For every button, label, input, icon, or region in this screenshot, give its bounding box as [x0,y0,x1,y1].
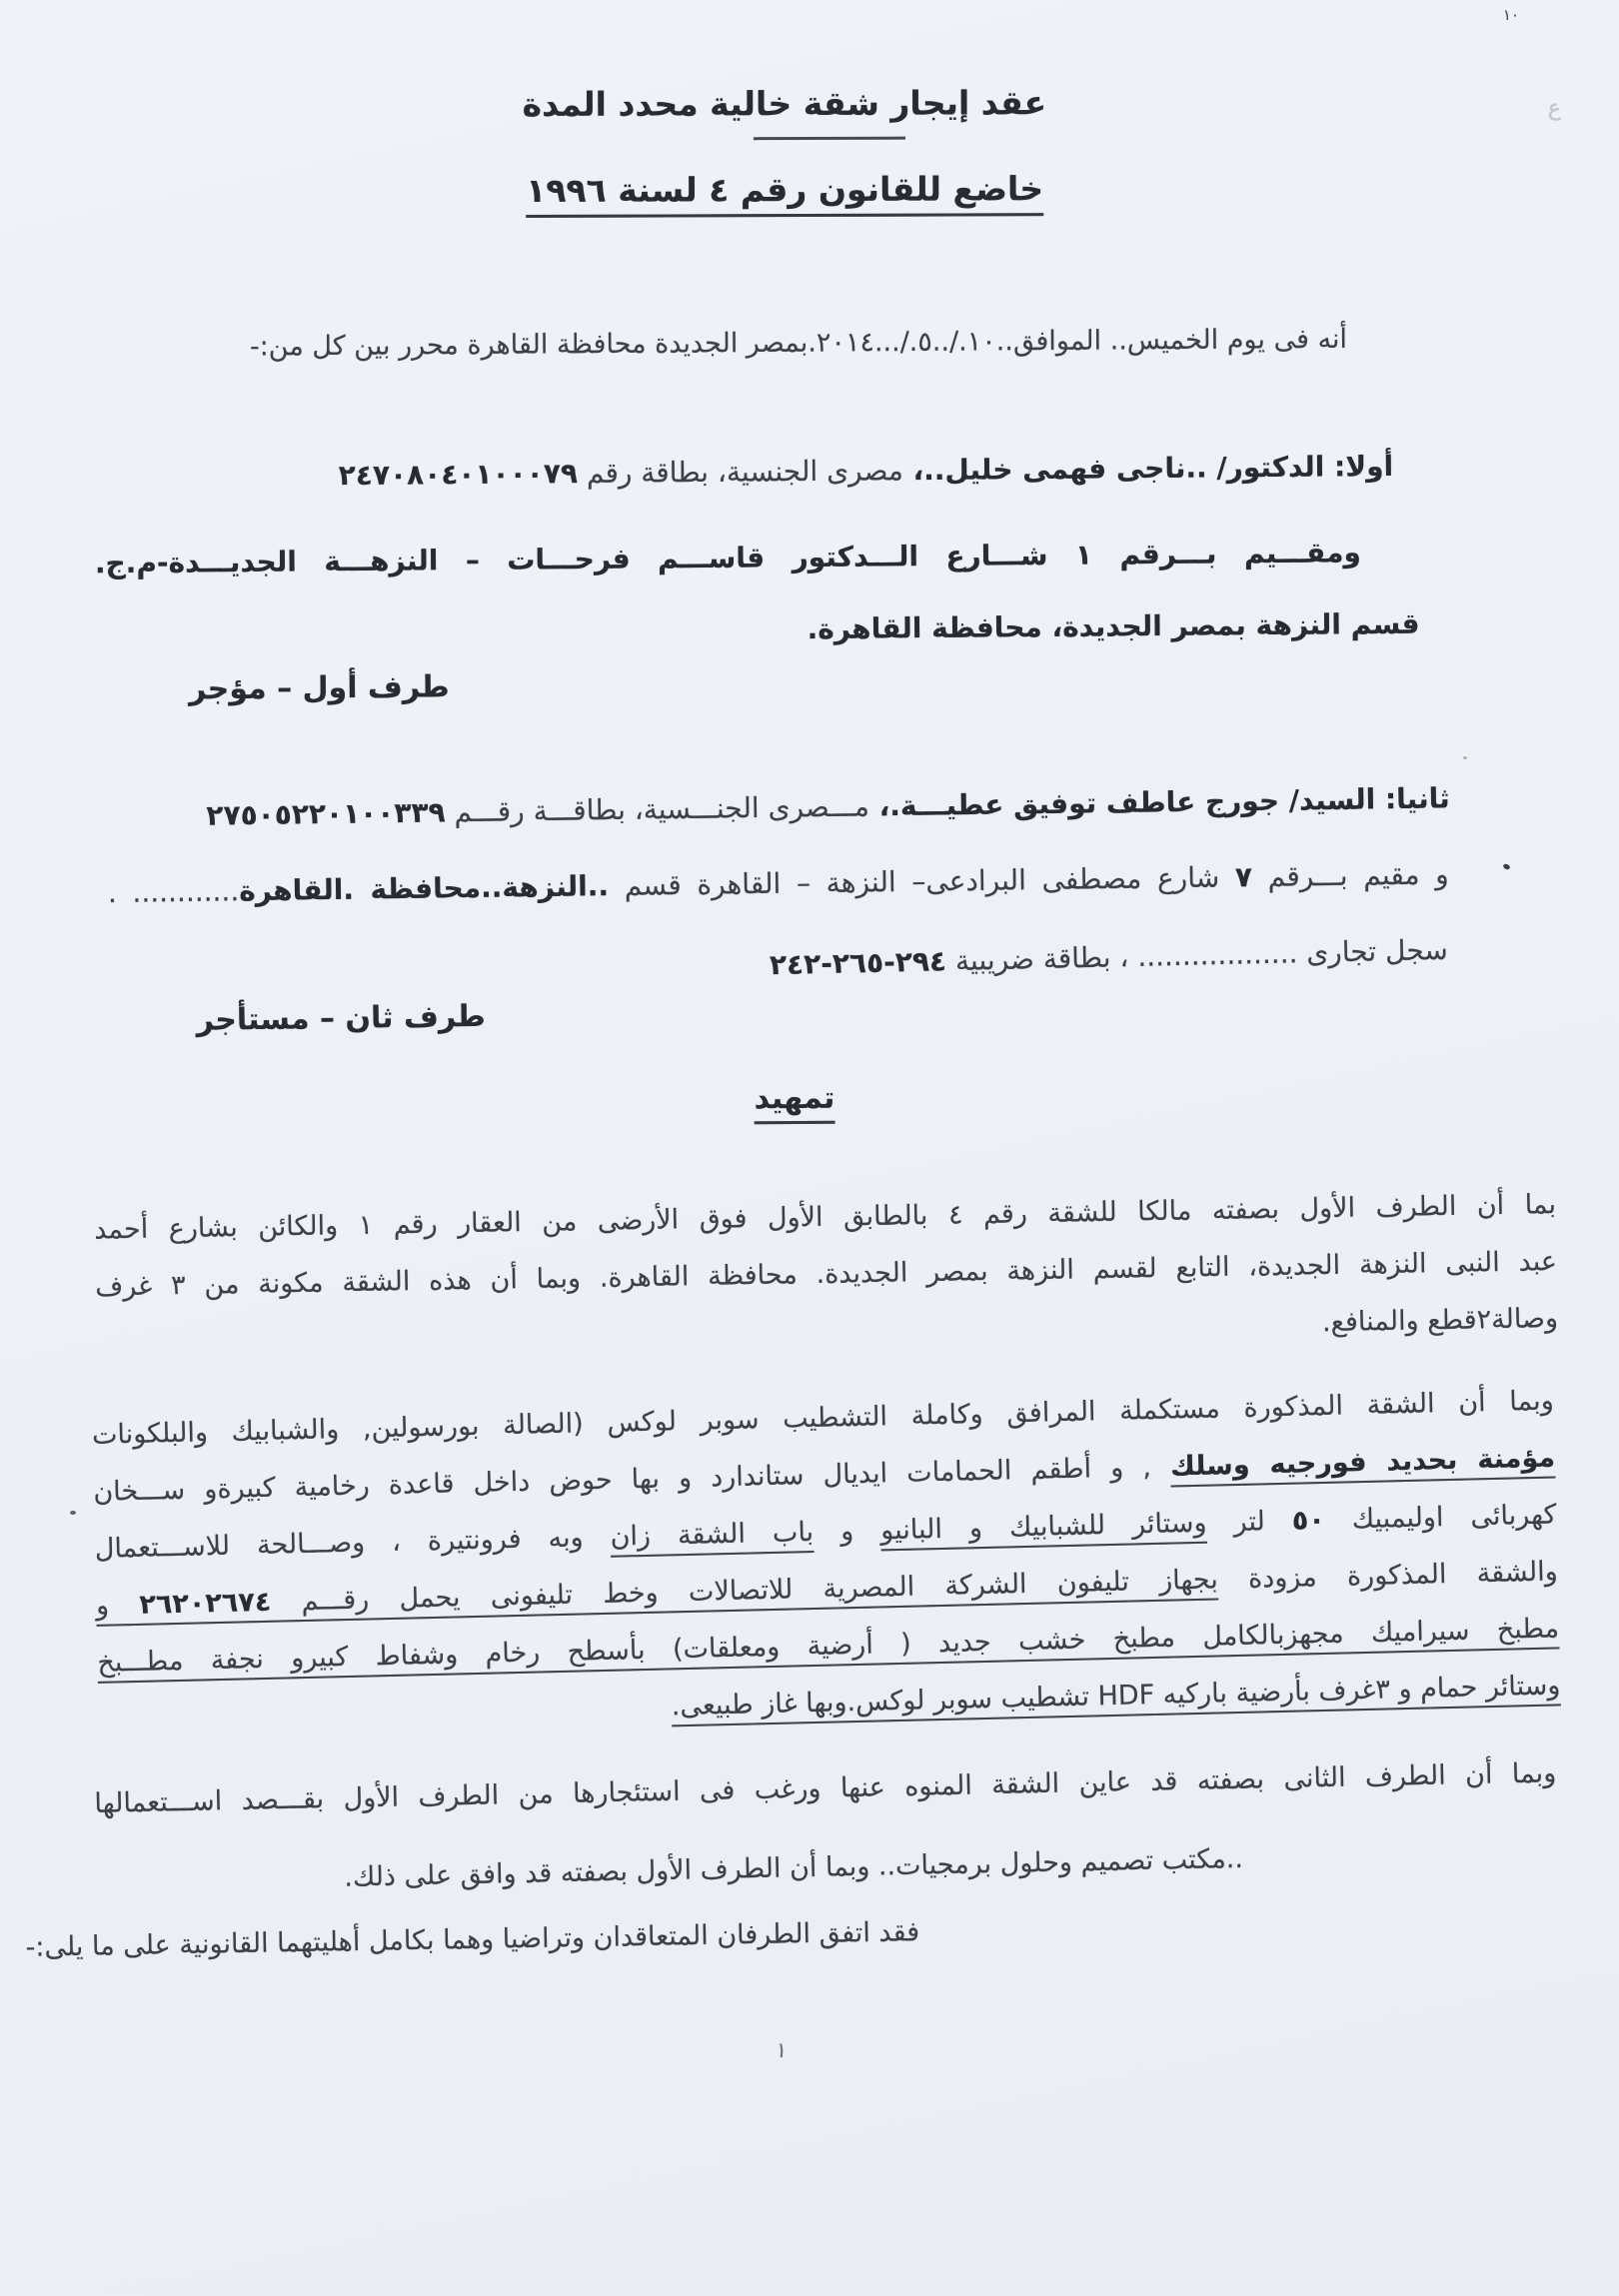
contract-header [0,81,1594,212]
preamble-paragraph-3 [0,1743,1619,1913]
first-party-address-line1: ومقـــيم بـــرقم ١ شـــارع الـــدكتور قاســـم فرحـــات – النزهـــة الجديـــدة-م.ج. [94,536,1362,580]
preamble-p3-line2: ..مكتب تصميم وحلول برمجيات.. وبما أن الطرف الأول بصفته قد وافق على ذلك. [344,1842,1244,1893]
preamble-p2-line3: كهربائى اوليمبيك ٥٠ لتر وستائر للشبابيك و البانيو و باب الشقة زان وبه فرونتيرة ، وصـــالحة للاســـتعمال [94,1499,1557,1565]
intro-line [0,322,1619,364]
margin-faint-mark: ع [1547,96,1561,121]
preamble-p2-line6: وستائر حمام و ٣غرف بأرضية باركيه HDF تشطيب سوبر لوكس.وبها غاز طبيعى. [671,1670,1561,1722]
second-party-section [0,771,1619,1041]
preamble-p3-line1: وبما أن الطرف الثانى بصفته قد عاين الشقة المنوه عنها ورغب فى استئجارها من الطرف الأول بقـــصد اســـتعمالها [94,1757,1557,1819]
second-party-address-line: و مقيم بـــرقم ٧ شارع مصطفى البرادعى– النزهة – القاهرة قسم ..النزهة..محافظة .القاهرة............ . [107,857,1449,910]
scan-speck [70,1511,76,1515]
scan-speck [1463,756,1467,759]
first-party-address-line2: قسم النزهة بمصر الجديدة، محافظة القاهرة. [807,606,1420,646]
second-party-role-label: طرف ثان – مستأجر [196,998,486,1038]
second-party-registry-line: سجل تجارى .................. ، بطاقة ضريبية ٢٩٤-٢٦٥-٢٤٢ [769,932,1449,982]
first-party-identity-line: أولا: الدكتور/ ..ناجى فهمى خليل..، مصرى الجنسية، بطاقة رقم ٢٤٧٠٨٠٤٠١٠٠٠٧٩ [338,449,1394,493]
contract-title: عقد إيجار شقة خالية محدد المدة [522,83,1047,125]
agreement-lead-in-text: فقد اتفق الطرفان المتعاقدان وتراضيا وهما بكامل أهليتهما القانونية على ما يلى:- [25,1916,920,1963]
intro-line-text: أنه فى يوم الخميس.. الموافق..١٠./..٥./...٢٠١٤.بمصر الجديدة محافظة القاهرة محرر بين كل من:- [249,323,1348,363]
preamble-p2-line2: مؤمنة بحديد فورجيه وسلك , و أطقم الحمامات ايديال ستاندارد و بها حوض داخل قاعدة رخامية كبيرةو ســـخان [93,1442,1556,1508]
second-party-identity-line: ثانيا: السيد/ جورج عاطف توفيق عطيـــة.، مـــصرى الجنـــسية، بطاقـــة رقـــم ٢٧٥٠٥٢٢٠١٠٠٣٣٩ [206,781,1450,832]
page-number: ١ [774,2037,790,2063]
corner-handwritten-mark: ١٠ [1502,6,1519,24]
contract-subtitle-text: خاضع للقانون رقم ٤ لسنة ١٩٩٦ [526,169,1044,210]
contract-subtitle [0,167,1594,212]
preamble-p2-line1: وبما أن الشقة المذكورة مستكملة المرافق وكاملة التشطيب سوبر لوكس (الصالة بورسولين, والشبابيك والبلكونات [91,1385,1555,1451]
preamble-paragraph-2 [0,1371,1619,1750]
preamble-p1-line2: عبد النبى النزهة الجديدة، التابع لقسم النزهة بمصر الجديدة. محافظة القاهرة. وبما أن هذه الشقة مكونة من ٣ غرف [94,1246,1558,1303]
preamble-paragraph-1 [0,1175,1619,1374]
first-party-section [0,440,1619,708]
preamble-p2-line5: مطبخ سيراميك مجهزبالكامل مطبخ خشب جديد ( أرضية ومعلقات) بأسطح رخام وشفاط كبيرو نجفة مطـــبخ [97,1613,1560,1679]
first-party-role-label: طرف أول – مؤجر [188,669,450,707]
preamble-heading [0,1075,1604,1121]
preamble-heading-text: تمهيد [754,1080,835,1117]
title-underline [754,137,905,141]
preamble-p1-line1: بما أن الطرف الأول بصفته مالكا للشقة رقم ٤ بالطابق الأول فوق الأرضى من العقار رقم ١ والكائن بشارع أحمد [93,1189,1557,1246]
preamble-p1-line3: وصالة٢قطع والمنافع. [1321,1303,1559,1339]
preamble-p2-line4: والشقة المذكورة مزودة بجهاز تليفون الشركة المصرية للاتصالات وخط تليفونى يحمل رقـــم ٢٦٢٠٢٦٧٤ و [95,1556,1559,1622]
